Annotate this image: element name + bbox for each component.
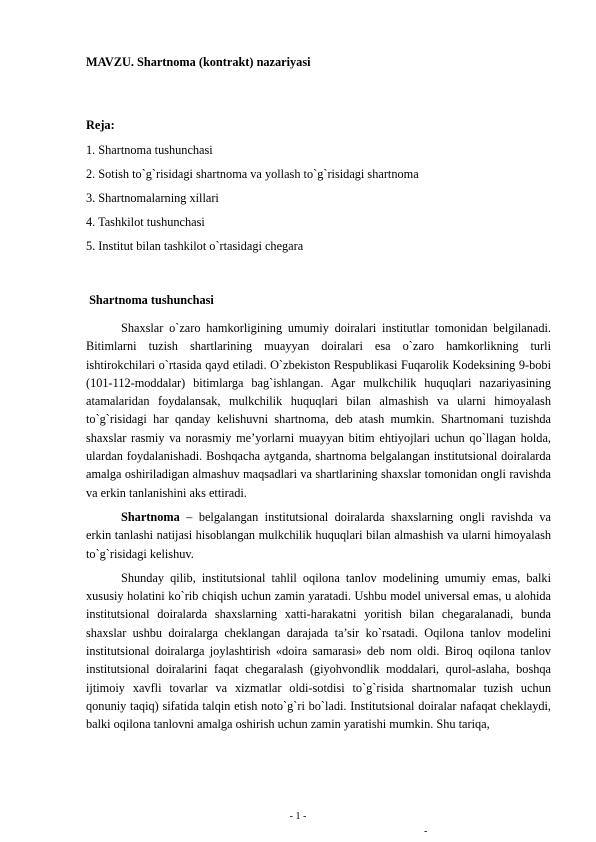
plan-item: 5. Institut bilan tashkilot o`rtasidagi chegara — [86, 239, 304, 253]
plan-item: 2. Sotish to`g`risidagi shartnoma va yollash to`g`risidagi shartnoma — [86, 167, 419, 181]
paragraph: Shaxslar o`zaro hamkorligining umumiy doiralari institutlar tomonidan belgilanadi. Bitimlarni tuzish shartlarining muayyan doiralari esa o`zaro hamkorlikning turli ishtirokchilari o`rtasida qayd etiladi. O`zbekiston Respublikasi Fuqarolik Kodeksining 9-bobi (101-112-moddalar) bitimlarga bag`ishlangan. Agar mulkchilik huquqlari nazariyasining atamalaridan foydalansak, mulkchilik huquqlari bilan almashish va ularni himoyalash to`g`risidagi har qanday kelishuvni shartnoma, deb atash mumkin. Shartnomani tuzishda shaxslar rasmiy va norasmiy me’yorlarni muayyan bitim ehtiyojlari uchun qo`llagan holda, ulardan foydalanishadi. Boshqacha aytganda, shartnoma belgalangan institutsional doiralarda amalga oshiriladigan almashuv maqsadlari va shartlarining shaxslar tomonidan ongli ravishda va erkin tanlanishini aks ettiradi. — [86, 321, 551, 500]
defined-term: Shartnoma — [121, 509, 180, 524]
body-text — [86, 319, 551, 740]
section-heading: Shartnoma tushunchasi — [86, 293, 214, 307]
document-title: MAVZU. Shartnoma (kontrakt) nazariyasi — [86, 55, 311, 69]
plan-item: 3. Shartnomalarning xillari — [86, 191, 219, 205]
plan-item: 4. Tashkilot tushunchasi — [86, 215, 205, 229]
definition-text: – belgalangan institutsional doiralarda shaxslarning ongli ravishda va erkin tanlashi natijasi hisoblangan mulkchilik huquqlari bilan almashish va ularni himoyalash to`g`risidagi kelishuv. — [86, 509, 551, 561]
paragraph: Shunday qilib, institutsional tahlil oqilona tanlov modelining umumiy emas, balki xususiy holatini ko`rib chiqish uchun zamin yaratadi. Ushbu model universal emas, u alohida institutsional doiralarda shaxslarning xatti-harakatni yoritish bilan chegaralanadi, bunda shaxslar ushbu doiralarga cheklangan darajada ta’sir ko`rsatadi. Oqilona tanlov modelini institutsional doiralarga joylashtirish «doira samarasi» deb nom oldi. Biroq oqilona tanlov institutsional doiralarini faqat chegaralash (giyohvondlik moddalari, qurol-aslaha, boshqa ijtimoiy xavfli tovarlar va xizmatlar oldi-sotdisi to`g`risida shartnomalar tuzish uchun qonuniy taqiq) sifatida talqin etish noto`g`ri bo`ladi. Institutsional doiralar nafaqat cheklaydi, balki oqilona tanlovni amalga oshirish uchun zamin yaratishi mumkin. Shu tariqa, — [86, 570, 551, 732]
plan-item: 1. Shartnoma tushunchasi — [86, 143, 213, 157]
page-number: - 1 - — [289, 811, 307, 822]
paragraph — [86, 508, 551, 563]
plan-label: Reja: — [86, 118, 115, 132]
footer-mark: - — [424, 826, 428, 837]
plan-list — [86, 142, 419, 262]
